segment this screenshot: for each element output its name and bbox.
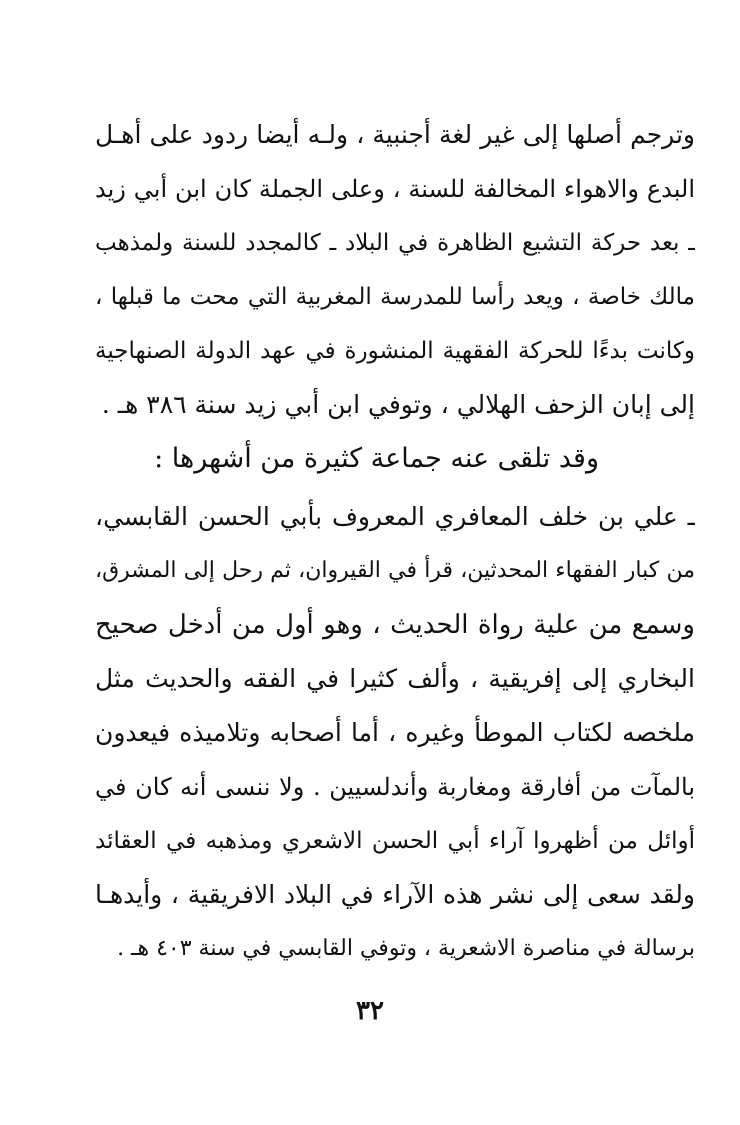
paragraph-ibn-abi-zayd xyxy=(95,108,695,432)
text-line: ـ علي بن خلف المعافري المعروف بأبي الحسن القابسي، xyxy=(95,502,695,531)
text-line: ملخصه لكتاب الموطأ وغيره ، أما أصحابه وتلاميذه فيعدون xyxy=(95,718,695,747)
text-line: البدع والاهواء المخالفة للسنة ، وعلى الجملة كان ابن أبي زيد xyxy=(95,175,695,203)
text-line: أوائل من أظهروا آراء أبي الحسن الاشعري ومذهبه في العقائد xyxy=(95,828,695,854)
text-line: وقد تلقى عنه جماعة كثيرة من أشهرها : xyxy=(154,443,599,474)
text-line: البخاري إلى إفريقية ، وألف كثيرا في الفقه والحديث مثل xyxy=(95,664,695,693)
page-number: ٣٢ xyxy=(356,996,384,1026)
text-line: مالك خاصة ، ويعد رأسا للمدرسة المغربية التي محت ما قبلها ، xyxy=(95,284,695,310)
text-block-upper xyxy=(95,108,695,486)
paragraph-al-qabisi xyxy=(95,490,695,976)
text-line: إلى إبان الزحف الهلالي ، وتوفي ابن أبي زيد سنة ٣٨٦ هـ . xyxy=(101,390,695,419)
text-line: ولقد سعى إلى نشر هذه الآراء في البلاد الافريقية ، وأيدهـا xyxy=(95,880,695,909)
text-line: بالمآت من أفارقة ومغاربة وأندلسيين . ولا ننسى أنه كان في xyxy=(95,773,695,801)
paragraph-students-intro xyxy=(95,432,695,486)
text-line: من كبار الفقهاء المحدثين، قرأ في القيروان، ثم رحل إلى المشرق، xyxy=(95,558,695,583)
text-line: برسالة في مناصرة الاشعرية ، وتوفي القابسي في سنة ٤٠٣ هـ . xyxy=(117,936,695,961)
text-line: وسمع من علية رواة الحديث ، وهو أول من أدخل صحيح xyxy=(95,610,695,640)
text-line: وكانت بدءًا للحركة الفقهية المنشورة في عهد الدولة الصنهاجية xyxy=(95,338,695,364)
text-block-lower xyxy=(95,490,695,976)
text-line: ـ بعد حركة التشيع الظاهرة في البلاد ـ كالمجدد للسنة ولمذهب xyxy=(95,230,695,256)
text-line: وترجم أصلها إلى غير لغة أجنبية ، ولـه أيضا ردود على أهـل xyxy=(95,120,695,149)
